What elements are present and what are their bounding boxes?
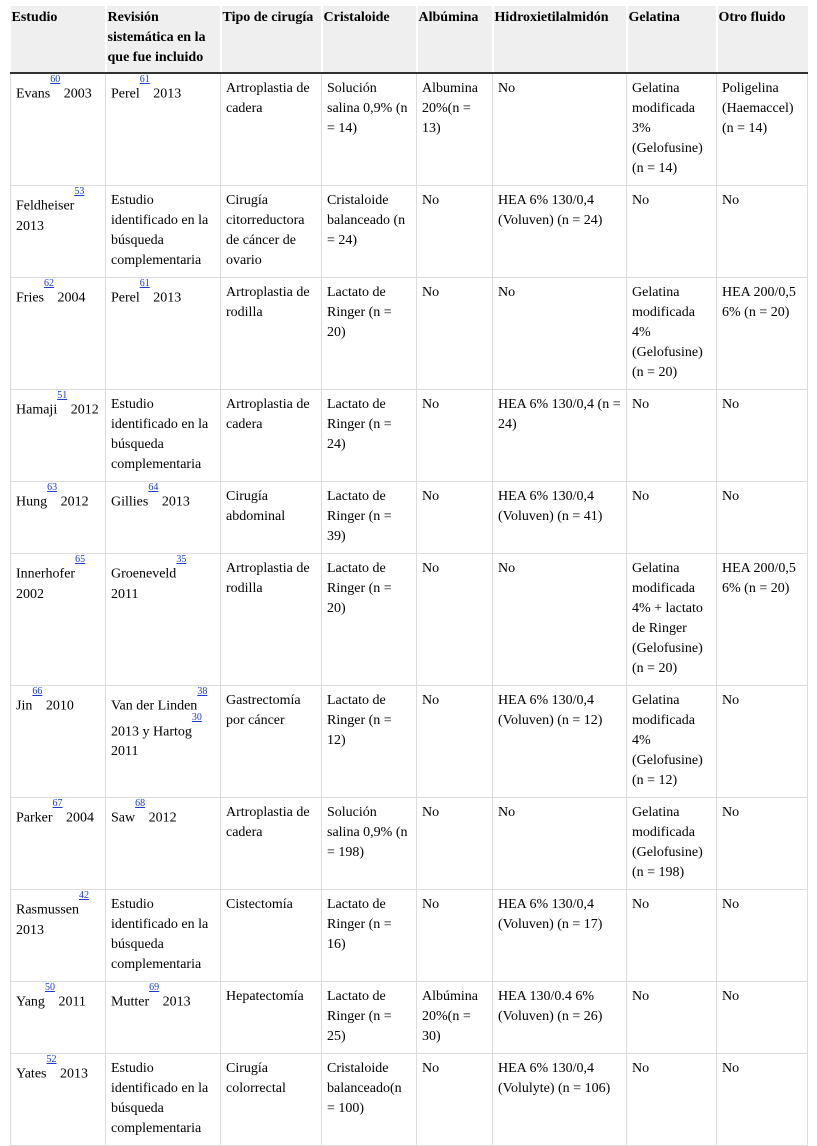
cell-cristaloide: Lactato de Ringer (n = 20) <box>322 554 417 686</box>
review-author: Perel <box>111 290 140 306</box>
cell-tipo-cirugia: Artroplastia de rodilla <box>221 554 322 686</box>
cell-estudio <box>11 686 106 798</box>
study-author: Fries <box>16 290 44 306</box>
cell-tipo-cirugia: Cirugía abdominal <box>221 482 322 554</box>
cell-hidroxietilalmidon: HEA 6% 130/0,4 (n = 24) <box>493 390 627 482</box>
studies-table <box>10 6 808 1146</box>
study-year: 2004 <box>66 810 95 826</box>
cell-cristaloide: Lactato de Ringer (n = 24) <box>322 390 417 482</box>
study-year: 2003 <box>63 86 92 102</box>
cell-tipo-cirugia: Cistectomía <box>221 890 322 982</box>
cell-gelatina: Gelatina modificada (Gelofusine) (n = 198) <box>627 798 717 890</box>
reference-link[interactable]: 51 <box>57 390 68 402</box>
cell-revision <box>106 278 221 390</box>
header-albumina: Albúmina <box>417 6 493 73</box>
review-author: Estudio identificado en la búsqueda complementaria <box>111 397 209 472</box>
cell-otro-fluido: No <box>717 482 808 554</box>
study-author: Rasmussen <box>16 902 79 918</box>
table-row <box>11 554 808 686</box>
table-body <box>11 73 808 1146</box>
reference-link[interactable]: 67 <box>52 798 63 810</box>
study-year: 2013 <box>16 922 44 938</box>
study-year: 2004 <box>57 290 86 306</box>
study-year: 2012 <box>70 402 99 418</box>
review-year: 2013 <box>153 290 182 306</box>
review-author: Estudio identificado en la búsqueda complementaria <box>111 1061 209 1136</box>
study-author: Parker <box>16 810 53 826</box>
cell-tipo-cirugia: Hepatectomía <box>221 982 322 1054</box>
cell-otro-fluido: No <box>717 390 808 482</box>
reference-link[interactable]: 68 <box>135 798 146 810</box>
cell-estudio <box>11 482 106 554</box>
cell-tipo-cirugia: Artroplastia de cadera <box>221 73 322 186</box>
cell-gelatina: No <box>627 982 717 1054</box>
cell-estudio <box>11 186 106 278</box>
cell-estudio <box>11 73 106 186</box>
table-row <box>11 186 808 278</box>
reference-link[interactable]: 65 <box>75 554 86 566</box>
cell-tipo-cirugia: Artroplastia de cadera <box>221 798 322 890</box>
cell-albumina: No <box>417 278 493 390</box>
table-row <box>11 798 808 890</box>
table-row <box>11 73 808 186</box>
review-year-2: 2011 <box>111 744 139 760</box>
cell-estudio <box>11 390 106 482</box>
cell-estudio <box>11 1054 106 1146</box>
cell-otro-fluido: No <box>717 982 808 1054</box>
cell-gelatina: No <box>627 186 717 278</box>
table-row <box>11 278 808 390</box>
header-otro-fluido: Otro fluido <box>717 6 808 73</box>
review-year: 2013 y Hartog <box>111 724 192 740</box>
cell-hidroxietilalmidon: No <box>493 798 627 890</box>
review-year: 2013 <box>161 494 190 510</box>
cell-tipo-cirugia: Artroplastia de cadera <box>221 390 322 482</box>
cell-gelatina: Gelatina modificada 4% + lactato de Ringer (Gelofusine) (n = 20) <box>627 554 717 686</box>
cell-revision <box>106 482 221 554</box>
cell-hidroxietilalmidon: No <box>493 73 627 186</box>
study-year: 2010 <box>45 698 74 714</box>
review-year: 2013 <box>153 86 182 102</box>
cell-tipo-cirugia: Cirugía colorrectal <box>221 1054 322 1146</box>
table-row <box>11 1054 808 1146</box>
reference-link[interactable]: 69 <box>149 982 160 994</box>
reference-link[interactable]: 30 <box>191 712 202 723</box>
cell-cristaloide: Lactato de Ringer (n = 25) <box>322 982 417 1054</box>
table-header-row <box>11 6 808 73</box>
cell-tipo-cirugia: Gastrectomía por cáncer <box>221 686 322 798</box>
cell-albumina: No <box>417 686 493 798</box>
cell-hidroxietilalmidon: HEA 6% 130/0,4 (Voluven) (n = 24) <box>493 186 627 278</box>
cell-gelatina: Gelatina modificada 3% (Gelofusine) (n = 14) <box>627 73 717 186</box>
cell-revision <box>106 554 221 686</box>
review-year: 2013 <box>162 994 191 1010</box>
review-author: Van der Linden <box>111 698 198 714</box>
cell-cristaloide: Solución salina 0,9% (n = 14) <box>322 73 417 186</box>
cell-albumina: No <box>417 390 493 482</box>
cell-albumina: Albúmina 20%(n = 30) <box>417 982 493 1054</box>
cell-otro-fluido: No <box>717 186 808 278</box>
reference-link[interactable]: 53 <box>74 186 85 198</box>
cell-gelatina: No <box>627 1054 717 1146</box>
header-cristaloide: Cristaloide <box>322 6 417 73</box>
cell-albumina: Albumina 20%(n = 13) <box>417 73 493 186</box>
header-hidroxietilalmidon: Hidroxietilalmidón <box>493 6 627 73</box>
cell-albumina: No <box>417 482 493 554</box>
study-year: 2013 <box>16 218 44 234</box>
cell-otro-fluido: Poligelina (Haemaccel) (n = 14) <box>717 73 808 186</box>
cell-otro-fluido: No <box>717 798 808 890</box>
study-author: Hamaji <box>16 402 58 418</box>
table-row <box>11 982 808 1054</box>
study-author: Innerhofer <box>16 566 76 582</box>
study-year: 2013 <box>59 1066 88 1082</box>
study-year: 2011 <box>58 994 86 1010</box>
header-gelatina: Gelatina <box>627 6 717 73</box>
cell-gelatina: No <box>627 482 717 554</box>
cell-estudio <box>11 278 106 390</box>
review-author: Saw <box>111 810 136 826</box>
reference-link[interactable]: 61 <box>139 278 150 290</box>
cell-hidroxietilalmidon: HEA 130/0.4 6% (Voluven) (n = 26) <box>493 982 627 1054</box>
cell-estudio <box>11 798 106 890</box>
study-author: Hung <box>16 494 48 510</box>
cell-hidroxietilalmidon: HEA 6% 130/0,4 (Voluven) (n = 41) <box>493 482 627 554</box>
cell-cristaloide: Lactato de Ringer (n = 16) <box>322 890 417 982</box>
cell-estudio <box>11 982 106 1054</box>
table-row <box>11 686 808 798</box>
header-revision: Revisión sistemática en la que fue incluido <box>106 6 221 73</box>
cell-revision <box>106 1054 221 1146</box>
cell-cristaloide: Lactato de Ringer (n = 12) <box>322 686 417 798</box>
cell-albumina: No <box>417 186 493 278</box>
review-author: Perel <box>111 86 140 102</box>
reference-link[interactable]: 38 <box>197 686 208 698</box>
cell-otro-fluido: No <box>717 890 808 982</box>
cell-revision <box>106 186 221 278</box>
study-author: Yates <box>16 1066 47 1082</box>
cell-hidroxietilalmidon: HEA 6% 130/0,4 (Voluven) (n = 17) <box>493 890 627 982</box>
cell-cristaloide: Cristaloide balanceado (n = 24) <box>322 186 417 278</box>
header-tipo-cirugia: Tipo de cirugía <box>221 6 322 73</box>
study-author: Evans <box>16 86 51 102</box>
cell-albumina: No <box>417 890 493 982</box>
cell-revision <box>106 73 221 186</box>
table-row <box>11 390 808 482</box>
cell-estudio <box>11 554 106 686</box>
cell-estudio <box>11 890 106 982</box>
reference-link[interactable]: 35 <box>176 554 187 566</box>
review-year: 2012 <box>148 810 177 826</box>
cell-cristaloide: Cristaloide balanceado(n = 100) <box>322 1054 417 1146</box>
table-row <box>11 890 808 982</box>
cell-otro-fluido: HEA 200/0,5 6% (n = 20) <box>717 278 808 390</box>
review-author: Mutter <box>111 994 150 1010</box>
study-author: Yang <box>16 994 45 1010</box>
cell-gelatina: No <box>627 890 717 982</box>
reference-link[interactable]: 42 <box>79 890 89 902</box>
cell-otro-fluido: No <box>717 1054 808 1146</box>
reference-link[interactable]: 63 <box>47 482 58 494</box>
cell-tipo-cirugia: Artroplastia de rodilla <box>221 278 322 390</box>
review-author: Groeneveld <box>111 566 177 582</box>
cell-revision <box>106 982 221 1054</box>
review-author: Gillies <box>111 494 149 510</box>
cell-albumina: No <box>417 554 493 686</box>
reference-link[interactable]: 50 <box>44 982 55 994</box>
cell-gelatina: No <box>627 390 717 482</box>
reference-link[interactable]: 64 <box>148 482 159 494</box>
reference-link[interactable]: 66 <box>32 686 43 698</box>
reference-link[interactable]: 52 <box>46 1054 57 1066</box>
cell-tipo-cirugia: Cirugía citorreductora de cáncer de ovario <box>221 186 322 278</box>
reference-link[interactable]: 62 <box>44 278 54 290</box>
cell-revision <box>106 798 221 890</box>
study-author: Feldheiser <box>16 198 75 214</box>
reference-link[interactable]: 60 <box>50 74 61 86</box>
table-row <box>11 482 808 554</box>
cell-revision <box>106 390 221 482</box>
reference-link[interactable]: 61 <box>139 74 150 86</box>
cell-cristaloide: Lactato de Ringer (n = 20) <box>322 278 417 390</box>
cell-otro-fluido: HEA 200/0,5 6% (n = 20) <box>717 554 808 686</box>
cell-revision <box>106 890 221 982</box>
study-year: 2012 <box>60 494 89 510</box>
cell-hidroxietilalmidon: HEA 6% 130/0,4 (Volulyte) (n = 106) <box>493 1054 627 1146</box>
cell-cristaloide: Solución salina 0,9% (n = 198) <box>322 798 417 890</box>
cell-revision <box>106 686 221 798</box>
cell-hidroxietilalmidon: No <box>493 554 627 686</box>
cell-otro-fluido: No <box>717 686 808 798</box>
study-year: 2002 <box>16 586 44 602</box>
header-estudio: Estudio <box>11 6 106 73</box>
cell-gelatina: Gelatina modificada 4% (Gelofusine) (n = 12) <box>627 686 717 798</box>
cell-gelatina: Gelatina modificada 4% (Gelofusine) (n = 20) <box>627 278 717 390</box>
cell-hidroxietilalmidon: HEA 6% 130/0,4 (Voluven) (n = 12) <box>493 686 627 798</box>
review-author: Estudio identificado en la búsqueda complementaria <box>111 897 209 972</box>
cell-albumina: No <box>417 798 493 890</box>
cell-albumina: No <box>417 1054 493 1146</box>
review-author: Estudio identificado en la búsqueda complementaria <box>111 193 209 268</box>
study-author: Jin <box>16 698 33 714</box>
cell-cristaloide: Lactato de Ringer (n = 39) <box>322 482 417 554</box>
review-year: 2011 <box>111 586 139 602</box>
cell-hidroxietilalmidon: No <box>493 278 627 390</box>
